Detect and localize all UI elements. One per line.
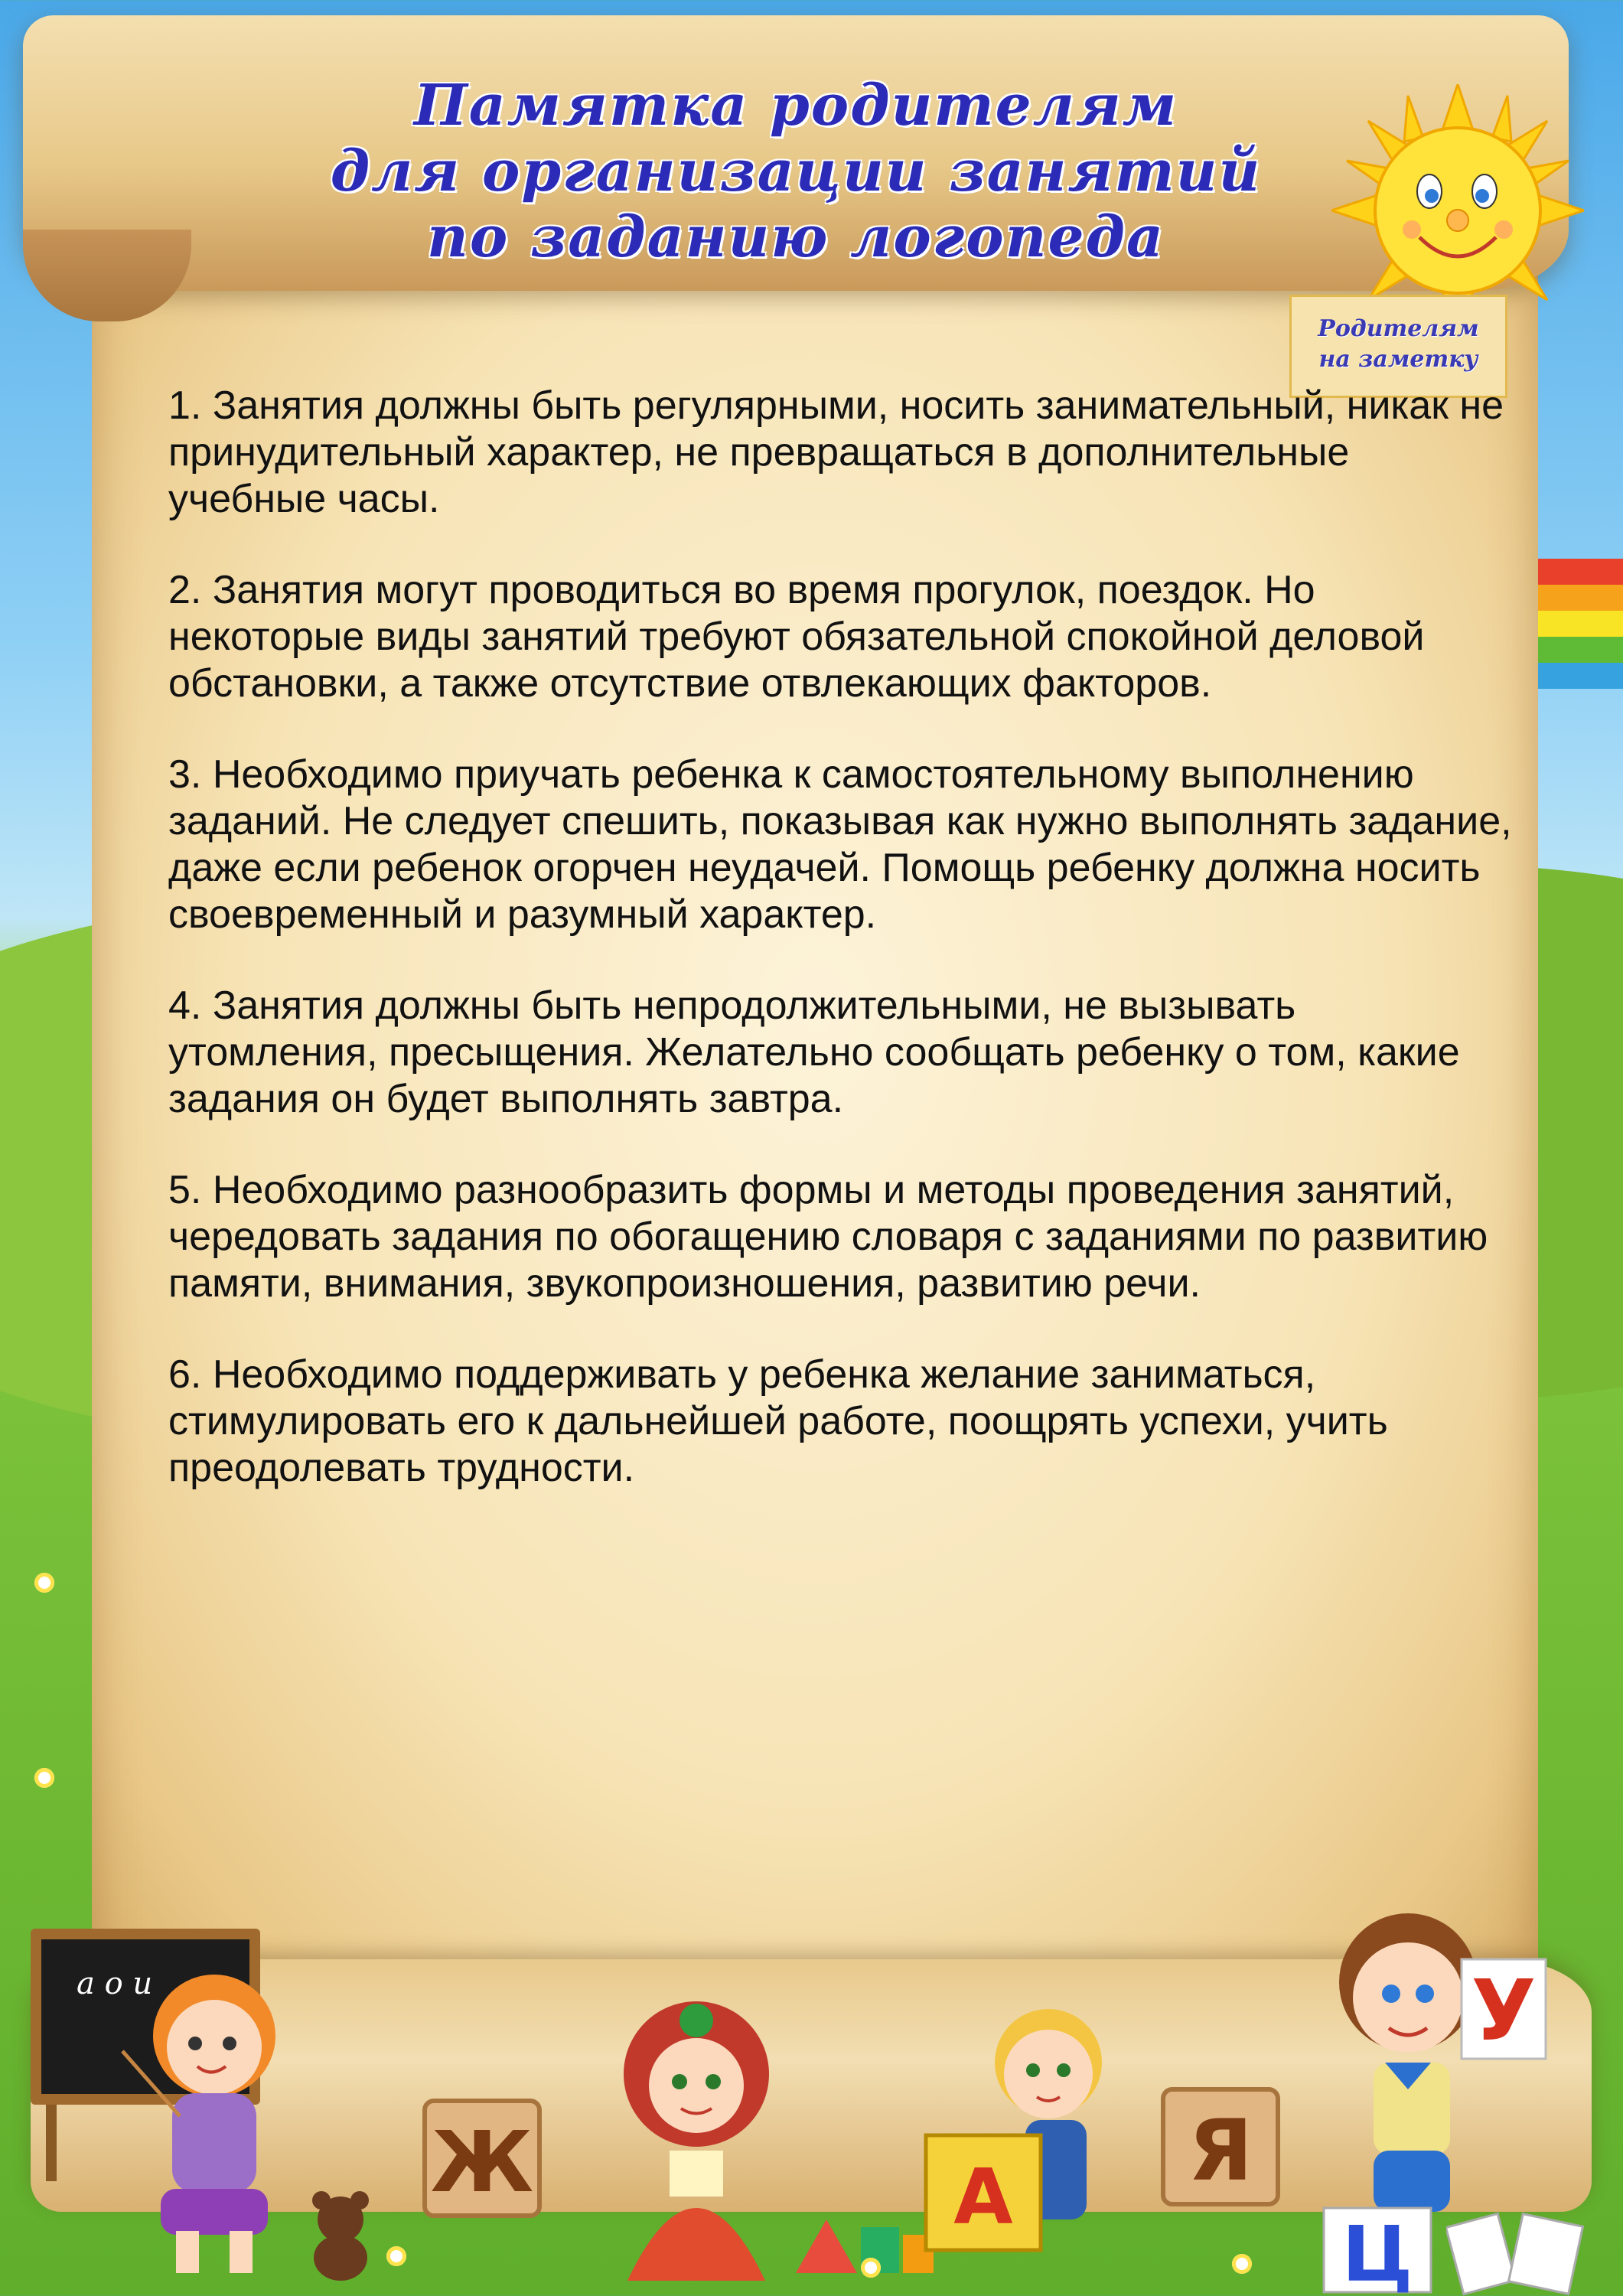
girl-reading-illustration [582, 1990, 811, 2281]
chalkboard-letters: а о и [77, 1966, 153, 2001]
badge-line-2: на заметку [1318, 346, 1478, 373]
letter-a: А [953, 2152, 1013, 2242]
memo-paragraph-1: 1. Занятия должны быть регулярными, носить занимательный, никак не принудительный характер, не превращаться в дополнительные учебные часы. [168, 383, 1504, 521]
badge-line-1: Родителям [1318, 315, 1479, 342]
daisy-icon [386, 2246, 406, 2266]
teddy-bear-illustration [298, 2189, 383, 2281]
letter-block-ya [1155, 2082, 1286, 2212]
daisy-icon [861, 2258, 881, 2278]
daisy-icon [34, 1573, 54, 1593]
memo-paragraph-2: 2. Занятия могут проводиться во время прогулок, поездок. Но некоторые виды занятий требуют обязательной спокойной деловой обстановки, а также отсутствие отвлекающих факторов. [168, 568, 1425, 706]
letter-ya: Я [1188, 2102, 1253, 2200]
daisy-icon [34, 1768, 54, 1788]
letter-cards-scatter [1446, 2204, 1584, 2296]
letter-block-a [926, 2135, 1041, 2250]
title-line-3: по заданию логопеда [427, 204, 1165, 270]
girl-teacher-illustration [107, 1952, 306, 2281]
letter-u: У [1471, 1962, 1537, 2059]
memo-paragraph-5: 5. Необходимо разнообразить формы и методы проведения занятий, чередовать задания по обогащению словаря с заданиями по развитию памяти, внимания, звукопроизношения, развитию речи. [168, 1168, 1488, 1306]
letter-block-zh [417, 2093, 547, 2223]
title-line-2: для организации занятий [330, 139, 1262, 204]
page-title [184, 73, 1408, 270]
boy-with-card-illustration [1293, 1898, 1553, 2250]
daisy-icon [1232, 2254, 1252, 2274]
letter-zh: Ж [430, 2113, 534, 2211]
memo-paragraph-4: 4. Занятия должны быть непродолжительными, не вызывать утомления, пресыщения. Желательно сообщать ребенку о том, какие задания он будет выполнять завтра. [168, 983, 1460, 1121]
letter-ts: Ц [1341, 2210, 1413, 2296]
letter-card-u [1462, 1959, 1546, 2059]
title-line-1: Памятка родителям [413, 73, 1178, 139]
letter-card-ts [1316, 2204, 1439, 2296]
memo-paragraph-6: 6. Необходимо поддерживать у ребенка желание заниматься, стимулировать его к дальнейшей работе, поощрять успехи, учить преодолевать трудности. [168, 1352, 1388, 1490]
memo-content [168, 383, 1515, 1536]
memo-paragraph-3: 3. Необходимо приучать ребенка к самостоятельному выполнению заданий. Не следует спешить, показывая как нужно выполнять задание, даже если ребенок огорчен неудачей. Помощь ребенку должна носить своевременный и разумный характер. [168, 752, 1512, 937]
rainbow [1531, 559, 1623, 689]
